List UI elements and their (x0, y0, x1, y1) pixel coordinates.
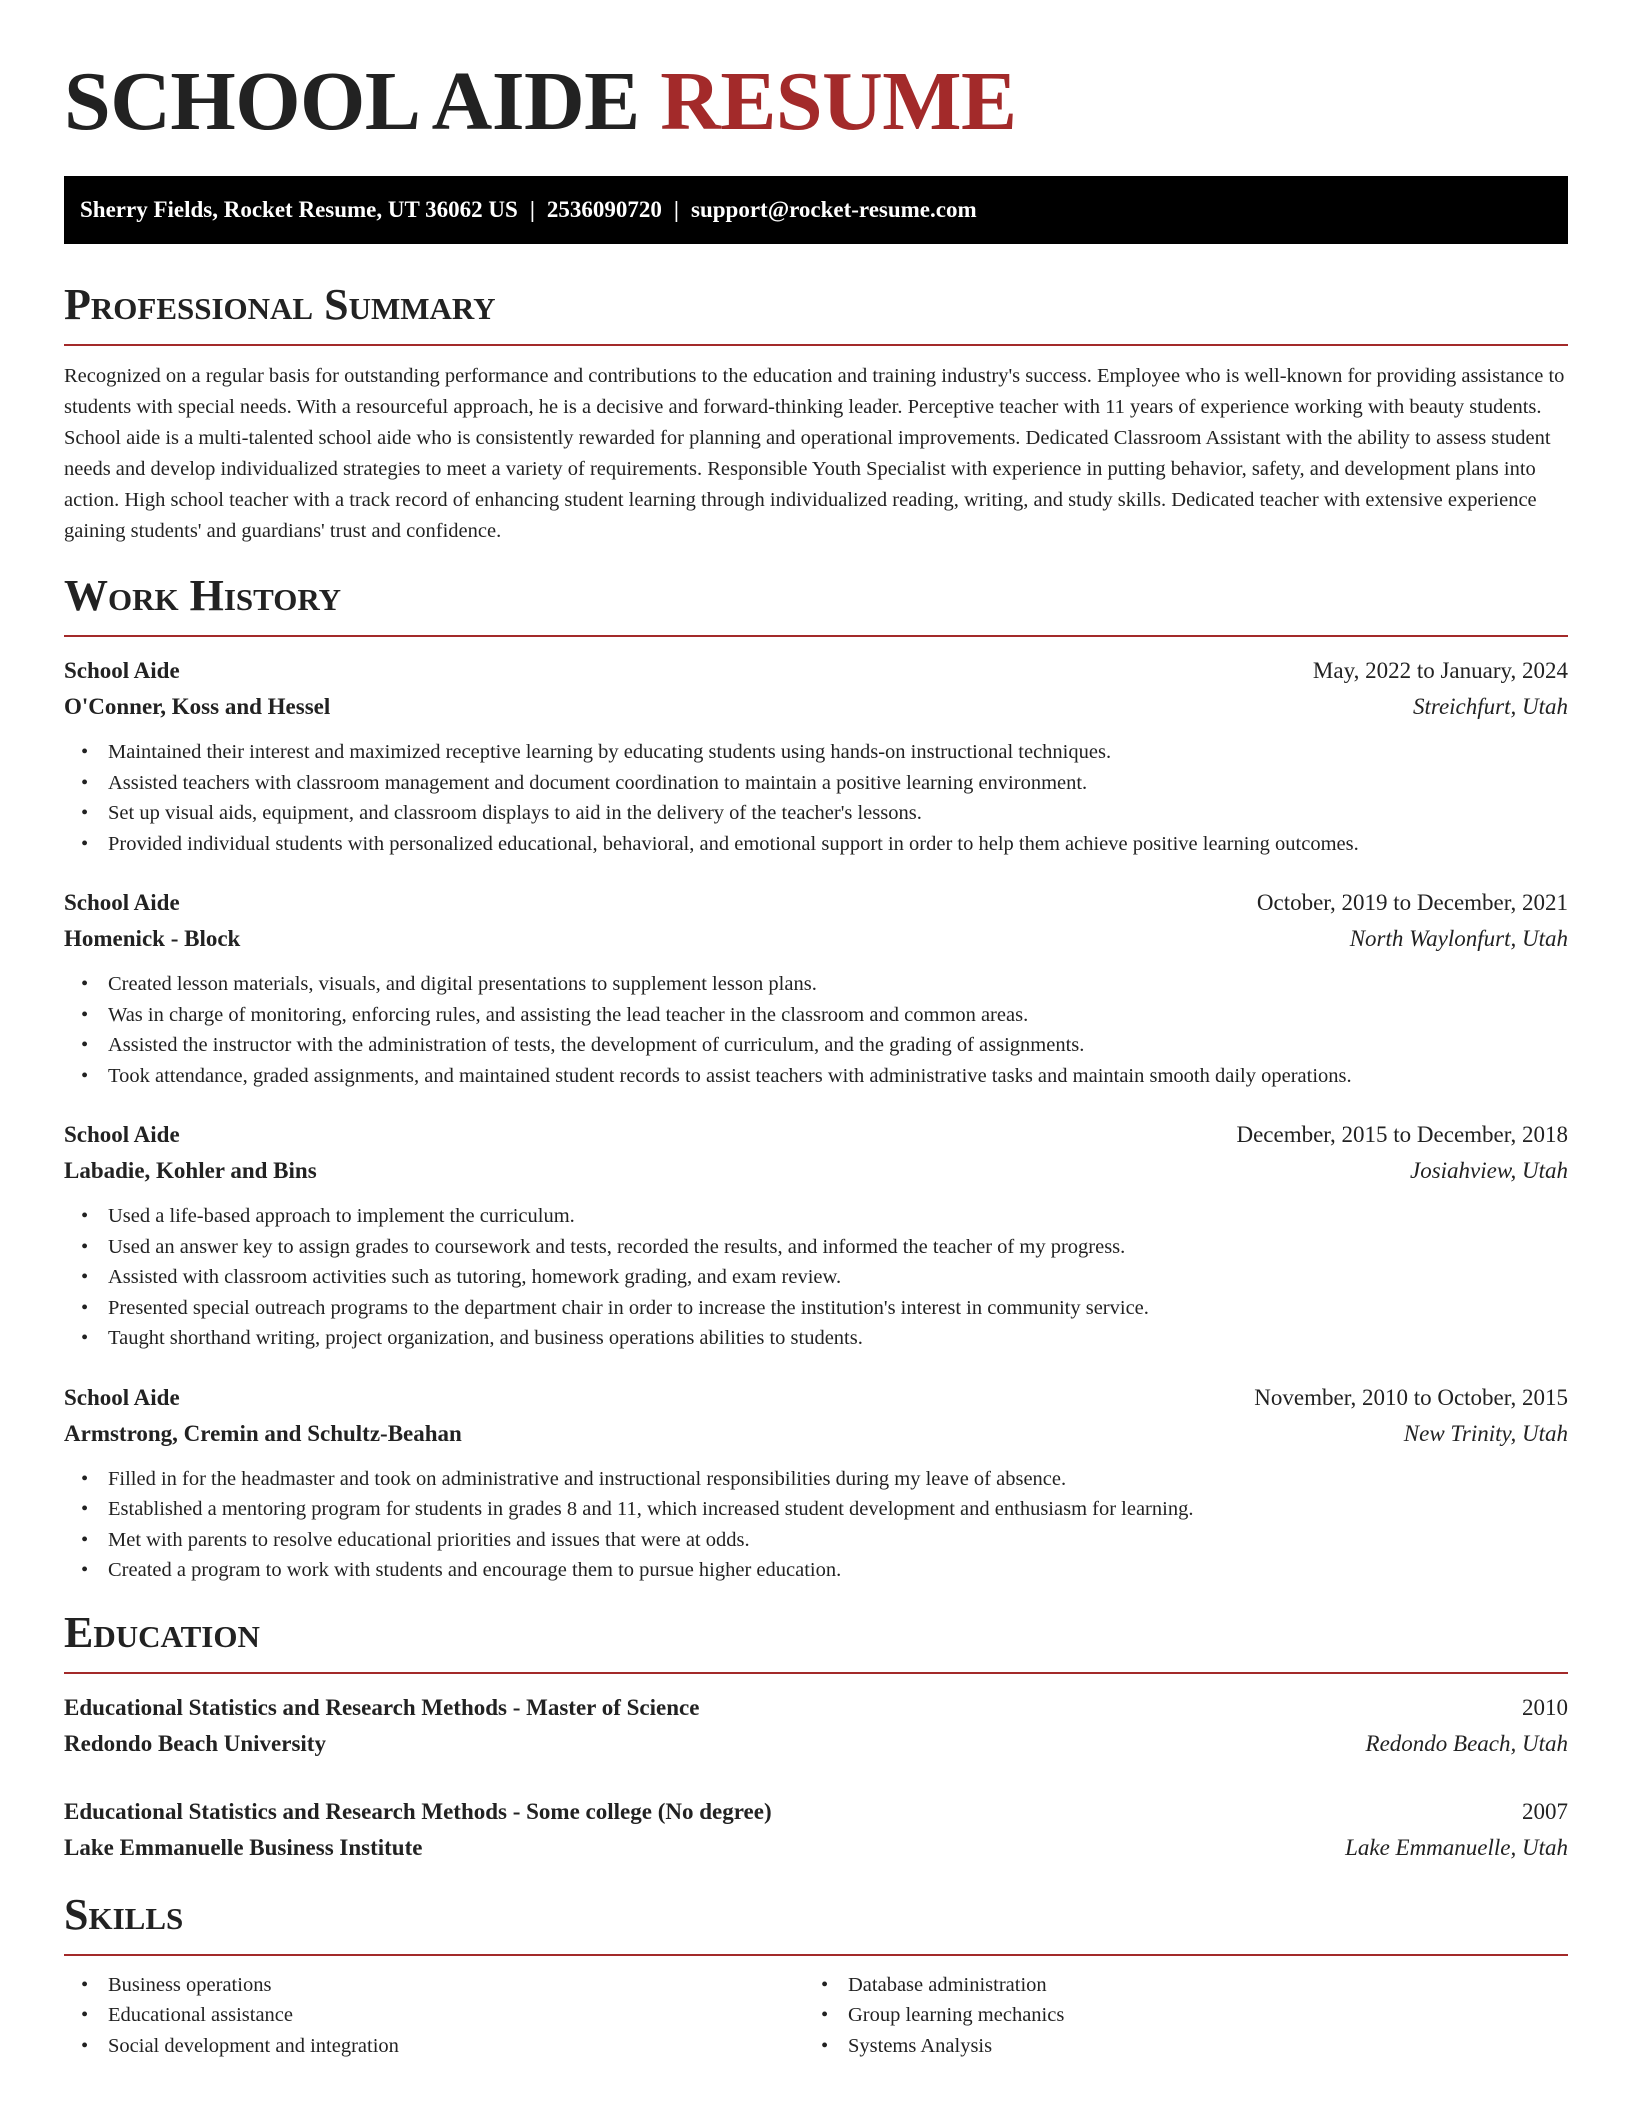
education-entry (64, 1794, 1568, 1866)
job-dates: November, 2010 to October, 2015 (1254, 1384, 1568, 1410)
job-title: School Aide (64, 658, 180, 683)
job-location: Josiahview, Utah (1410, 1158, 1568, 1183)
summary-section (64, 280, 1568, 547)
skill-item: • Educational assistance (64, 2000, 804, 2031)
contact-email: support@rocket-resume.com (691, 197, 977, 222)
skills-section (64, 1890, 1568, 2062)
list-item: • Took attendance, graded assignments, and maintained student records to assist teachers with administrative tasks and maintain smooth daily operations. (64, 1061, 1568, 1092)
list-item: • Taught shorthand writing, project organization, and business operations abilities to students. (64, 1323, 1568, 1354)
title-main: SCHOOL AIDE (64, 55, 640, 148)
job-company-row (64, 1153, 1568, 1189)
job-location: Streichfurt, Utah (1412, 694, 1568, 719)
job-bullets (64, 969, 1568, 1091)
job-header-row (64, 653, 1568, 689)
section-divider (64, 635, 1568, 637)
section-heading-skills: Skills (64, 1889, 184, 1939)
list-item: • Assisted the instructor with the administration of tests, the development of curriculum, and the grading of assignments. (64, 1030, 1568, 1061)
summary-text: Recognized on a regular basis for outstanding performance and contributions to the education and training industry's success. Employee who is well-known for providing assistance to students with special needs. With a resourceful approach, he is a decisive and forward-thinking leader. Perceptive teacher with 11 years of experience working with beauty students. School aide is a multi-talented school aide who is consistently rewarded for planning and operational improvements. Dedicated Classroom Assistant with the ability to assess student needs and develop individualized strategies to meet a variety of requirements. Responsible Youth Specialist with experience in putting behavior, safety, and development plans into action. High school teacher with a track record of enhancing student learning through individualized reading, writing, and study skills. Dedicated teacher with extensive experience gaining students' and guardians' trust and confidence. (64, 365, 1565, 542)
list-item: • Filled in for the headmaster and took on administrative and instructional responsibilities during my leave of absence. (64, 1464, 1568, 1495)
education-location: Redondo Beach, Utah (1365, 1730, 1568, 1756)
skills-list-left (64, 1970, 804, 2062)
contact-bar (64, 176, 1568, 244)
section-divider (64, 1954, 1568, 1956)
list-item: • Was in charge of monitoring, enforcing rules, and assisting the lead teacher in the classroom and common areas. (64, 1000, 1568, 1031)
section-heading-education: Education (64, 1607, 260, 1657)
skill-item: • Group learning mechanics (804, 2000, 1544, 2031)
contact-address: Sherry Fields, Rocket Resume, UT 36062 US (80, 197, 518, 222)
job-header-row (64, 885, 1568, 921)
list-item: • Provided individual students with personalized educational, behavioral, and emotional support in order to help them achieve positive learning outcomes. (64, 829, 1568, 860)
job-location: North Waylonfurt, Utah (1349, 926, 1568, 951)
title-accent: RESUME (660, 55, 1017, 148)
contact-separator: | (673, 197, 679, 222)
job-entry (64, 653, 1568, 859)
job-company-row (64, 1416, 1568, 1452)
job-title: School Aide (64, 1384, 180, 1410)
education-year: 2010 (1522, 1694, 1568, 1720)
job-bullets (64, 1464, 1568, 1586)
list-item: • Presented special outreach programs to the department chair in order to increase the institution's interest in community service. (64, 1293, 1568, 1324)
list-item: • Used an answer key to assign grades to coursework and tests, recorded the results, and informed the teacher of my progress. (64, 1232, 1568, 1263)
list-item: • Assisted teachers with classroom management and document coordination to maintain a positive learning environment. (64, 768, 1568, 799)
education-year: 2007 (1522, 1798, 1568, 1824)
job-entry (64, 885, 1568, 1091)
education-school: Lake Emmanuelle Business Institute (64, 1834, 423, 1860)
education-degree: Educational Statistics and Research Methods - Master of Science (64, 1694, 700, 1720)
section-heading-work: Work History (64, 571, 342, 620)
list-item: • Created lesson materials, visuals, and digital presentations to supplement lesson plans. (64, 969, 1568, 1000)
education-degree-row (64, 1794, 1568, 1830)
job-company-row (64, 689, 1568, 725)
education-school-row (64, 1726, 1568, 1762)
skills-list-right (804, 1970, 1544, 2062)
skill-item: • Systems Analysis (804, 2031, 1544, 2062)
education-degree: Educational Statistics and Research Methods - Some college (No degree) (64, 1798, 772, 1824)
contact-separator: | (529, 197, 535, 222)
job-entry (64, 1117, 1568, 1354)
education-degree-row (64, 1690, 1568, 1726)
list-item: • Used a life-based approach to implement the curriculum. (64, 1201, 1568, 1232)
section-divider (64, 1672, 1568, 1674)
education-entry (64, 1690, 1568, 1762)
skill-item: • Social development and integration (64, 2031, 804, 2062)
education-school-row (64, 1830, 1568, 1866)
job-dates: October, 2019 to December, 2021 (1256, 890, 1568, 915)
job-bullets (64, 737, 1568, 859)
list-item: • Created a program to work with students and encourage them to pursue higher education. (64, 1555, 1568, 1586)
list-item: • Established a mentoring program for students in grades 8 and 11, which increased student development and enthusiasm for learning. (64, 1494, 1568, 1525)
education-section (64, 1608, 1568, 1866)
job-company: Homenick - Block (64, 926, 241, 951)
skills-columns (64, 1970, 1568, 2062)
job-location: New Trinity, Utah (1403, 1420, 1568, 1446)
section-divider (64, 344, 1568, 346)
job-title: School Aide (64, 1122, 180, 1147)
section-heading-summary: Professional Summary (64, 280, 496, 329)
job-header-row (64, 1117, 1568, 1153)
page-title (64, 0, 1568, 146)
job-title: School Aide (64, 890, 180, 915)
list-item: • Met with parents to resolve educational priorities and issues that were at odds. (64, 1525, 1568, 1556)
job-entry (64, 1380, 1568, 1586)
skill-item: • Business operations (64, 1970, 804, 2001)
contact-phone: 2536090720 (546, 197, 662, 222)
job-company: O'Conner, Koss and Hessel (64, 694, 331, 719)
education-school: Redondo Beach University (64, 1730, 326, 1756)
work-history-section (64, 571, 1568, 1586)
job-dates: May, 2022 to January, 2024 (1312, 658, 1568, 683)
job-company: Armstrong, Cremin and Schultz-Beahan (64, 1420, 462, 1446)
list-item: • Assisted with classroom activities such as tutoring, homework grading, and exam review. (64, 1262, 1568, 1293)
job-bullets (64, 1201, 1568, 1354)
education-location: Lake Emmanuelle, Utah (1345, 1834, 1568, 1860)
list-item: • Set up visual aids, equipment, and classroom displays to aid in the delivery of the teacher's lessons. (64, 798, 1568, 829)
list-item: • Maintained their interest and maximized receptive learning by educating students using hands-on instructional techniques. (64, 737, 1568, 768)
job-company: Labadie, Kohler and Bins (64, 1158, 317, 1183)
job-dates: December, 2015 to December, 2018 (1236, 1122, 1568, 1147)
job-header-row (64, 1380, 1568, 1416)
job-company-row (64, 921, 1568, 957)
skill-item: • Database administration (804, 1970, 1544, 2001)
